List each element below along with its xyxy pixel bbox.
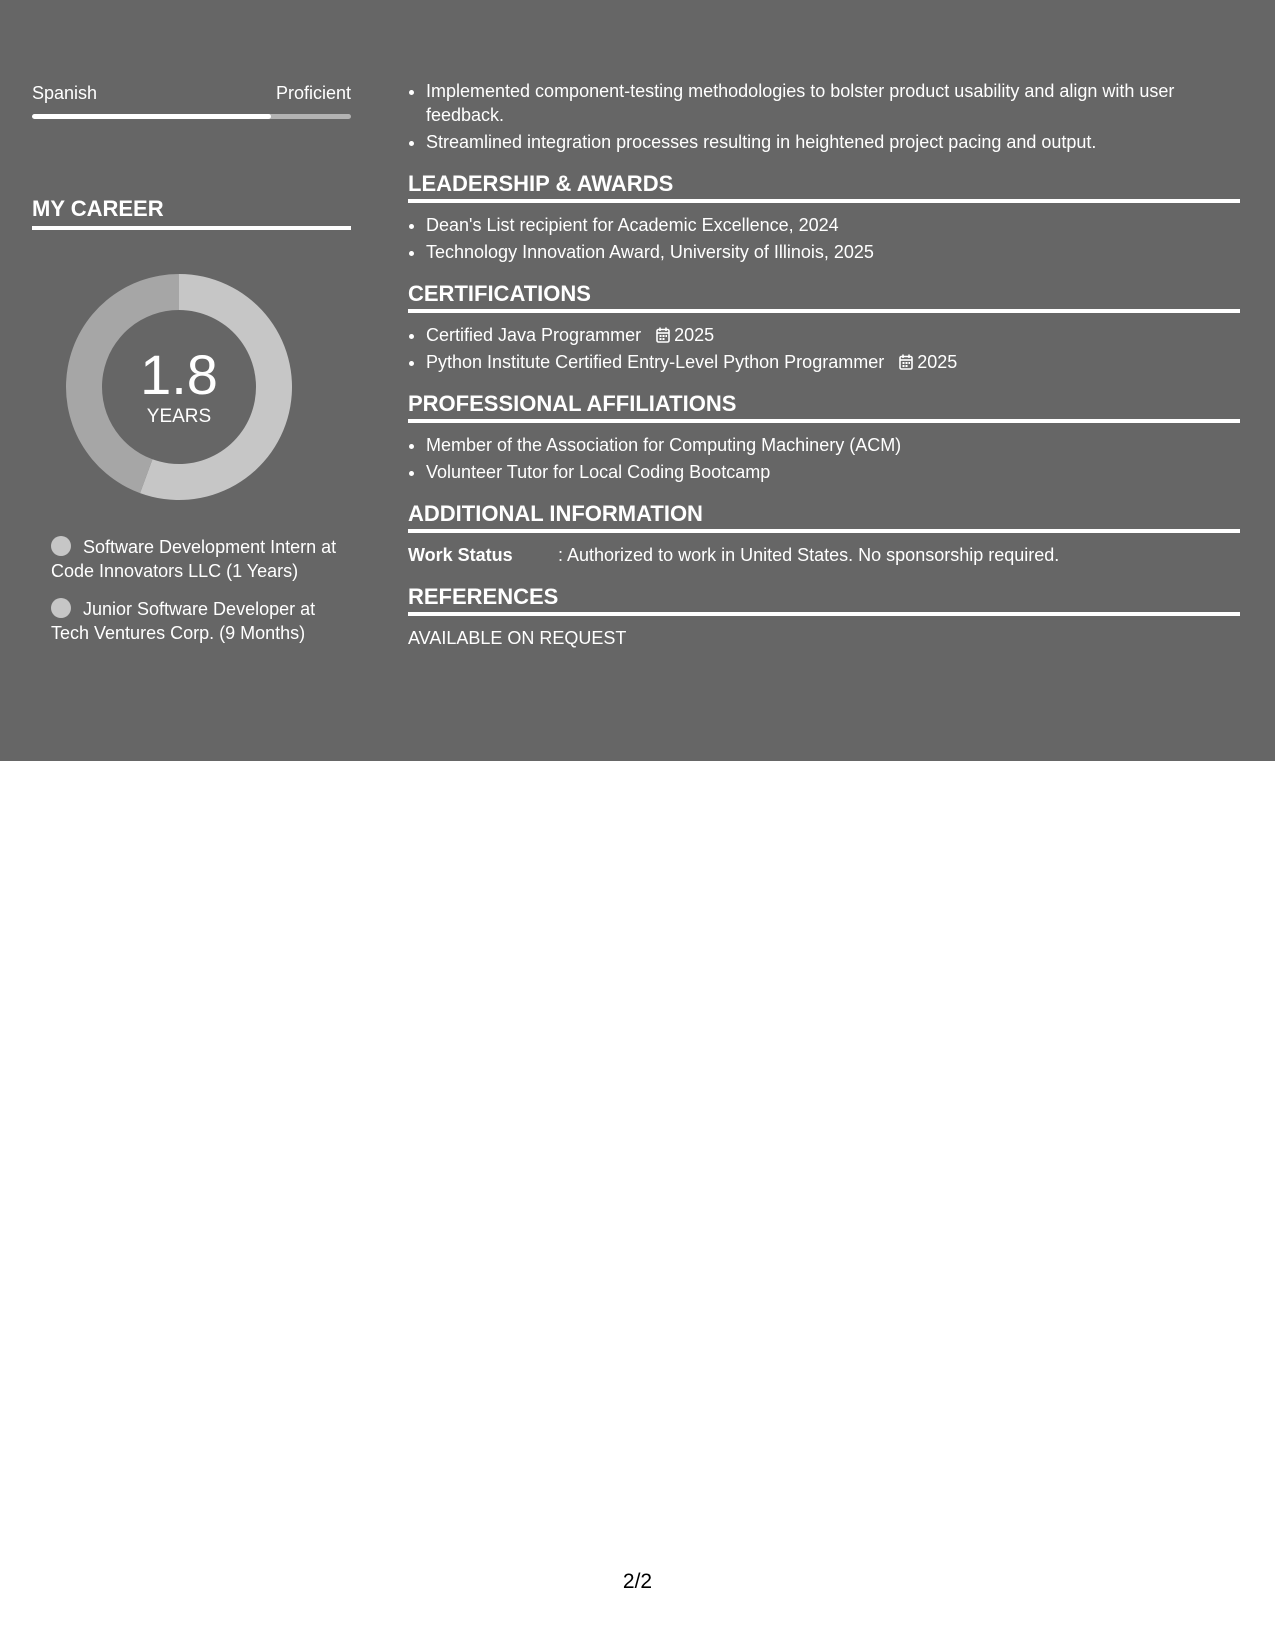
bullet-dot-icon	[51, 536, 71, 556]
certification-item	[426, 323, 1240, 347]
leadership-section-title: LEADERSHIP & AWARDS	[408, 170, 1240, 203]
references-section-title: REFERENCES	[408, 583, 1240, 616]
leadership-list	[408, 213, 1240, 264]
right-column	[408, 79, 1240, 650]
language-row	[32, 81, 351, 105]
page-number: 2/2	[622, 1570, 653, 1593]
donut-center	[66, 274, 292, 500]
certification-name: Certified Java Programmer	[426, 325, 642, 345]
resume-page-band	[0, 0, 1275, 761]
language-proficiency-fill	[32, 114, 271, 119]
career-item	[51, 597, 341, 645]
affiliation-item: • Member of the Association for Computing Machinery (ACM)	[426, 433, 1240, 457]
certifications-section-title: CERTIFICATIONS	[408, 280, 1240, 313]
leadership-item: • Dean's List recipient for Academic Excellence, 2024	[426, 213, 1240, 237]
additional-info-section-title: ADDITIONAL INFORMATION	[408, 500, 1240, 533]
certification-item	[426, 350, 1240, 374]
certification-year: 2025	[674, 325, 715, 345]
experience-bullet: • Implemented component-testing methodologies to bolster product usability and align with user feedback.	[426, 79, 1240, 127]
affiliation-item: • Volunteer Tutor for Local Coding Bootcamp	[426, 460, 1240, 484]
career-item-text: Junior Software Developer at Tech Ventures Corp. (9 Months)	[51, 599, 316, 643]
experience-bullet: • Streamlined integration processes resulting in heightened project pacing and output.	[426, 130, 1240, 154]
career-item	[51, 535, 341, 583]
language-name: Spanish	[32, 83, 98, 103]
certifications-list	[408, 323, 1240, 374]
calendar-icon	[899, 354, 913, 370]
affiliations-section-title: PROFESSIONAL AFFILIATIONS	[408, 390, 1240, 423]
career-total-unit: YEARS	[146, 406, 212, 427]
language-proficiency-bar	[32, 114, 351, 119]
leadership-item: • Technology Innovation Award, University of Illinois, 2025	[426, 240, 1240, 264]
career-item-text: Software Development Intern at Code Innovators LLC (1 Years)	[51, 537, 337, 581]
certification-year: 2025	[917, 352, 958, 372]
work-status-row	[408, 543, 1240, 567]
work-status-value: : Authorized to work in United States. No sponsorship required.	[558, 545, 1060, 565]
bullet-dot-icon	[51, 598, 71, 618]
certification-name: Python Institute Certified Entry-Level Python Programmer	[426, 352, 885, 372]
career-section-title: MY CAREER	[32, 195, 351, 230]
career-donut-chart	[66, 274, 292, 500]
calendar-icon	[656, 327, 670, 343]
experience-bullet-list	[408, 79, 1240, 154]
career-list	[51, 535, 341, 659]
career-total-value: 1.8	[140, 343, 218, 406]
work-status-label: Work Status	[408, 545, 513, 565]
affiliations-list	[408, 433, 1240, 484]
references-text: AVAILABLE ON REQUEST	[408, 628, 627, 648]
language-level: Proficient	[275, 83, 351, 103]
